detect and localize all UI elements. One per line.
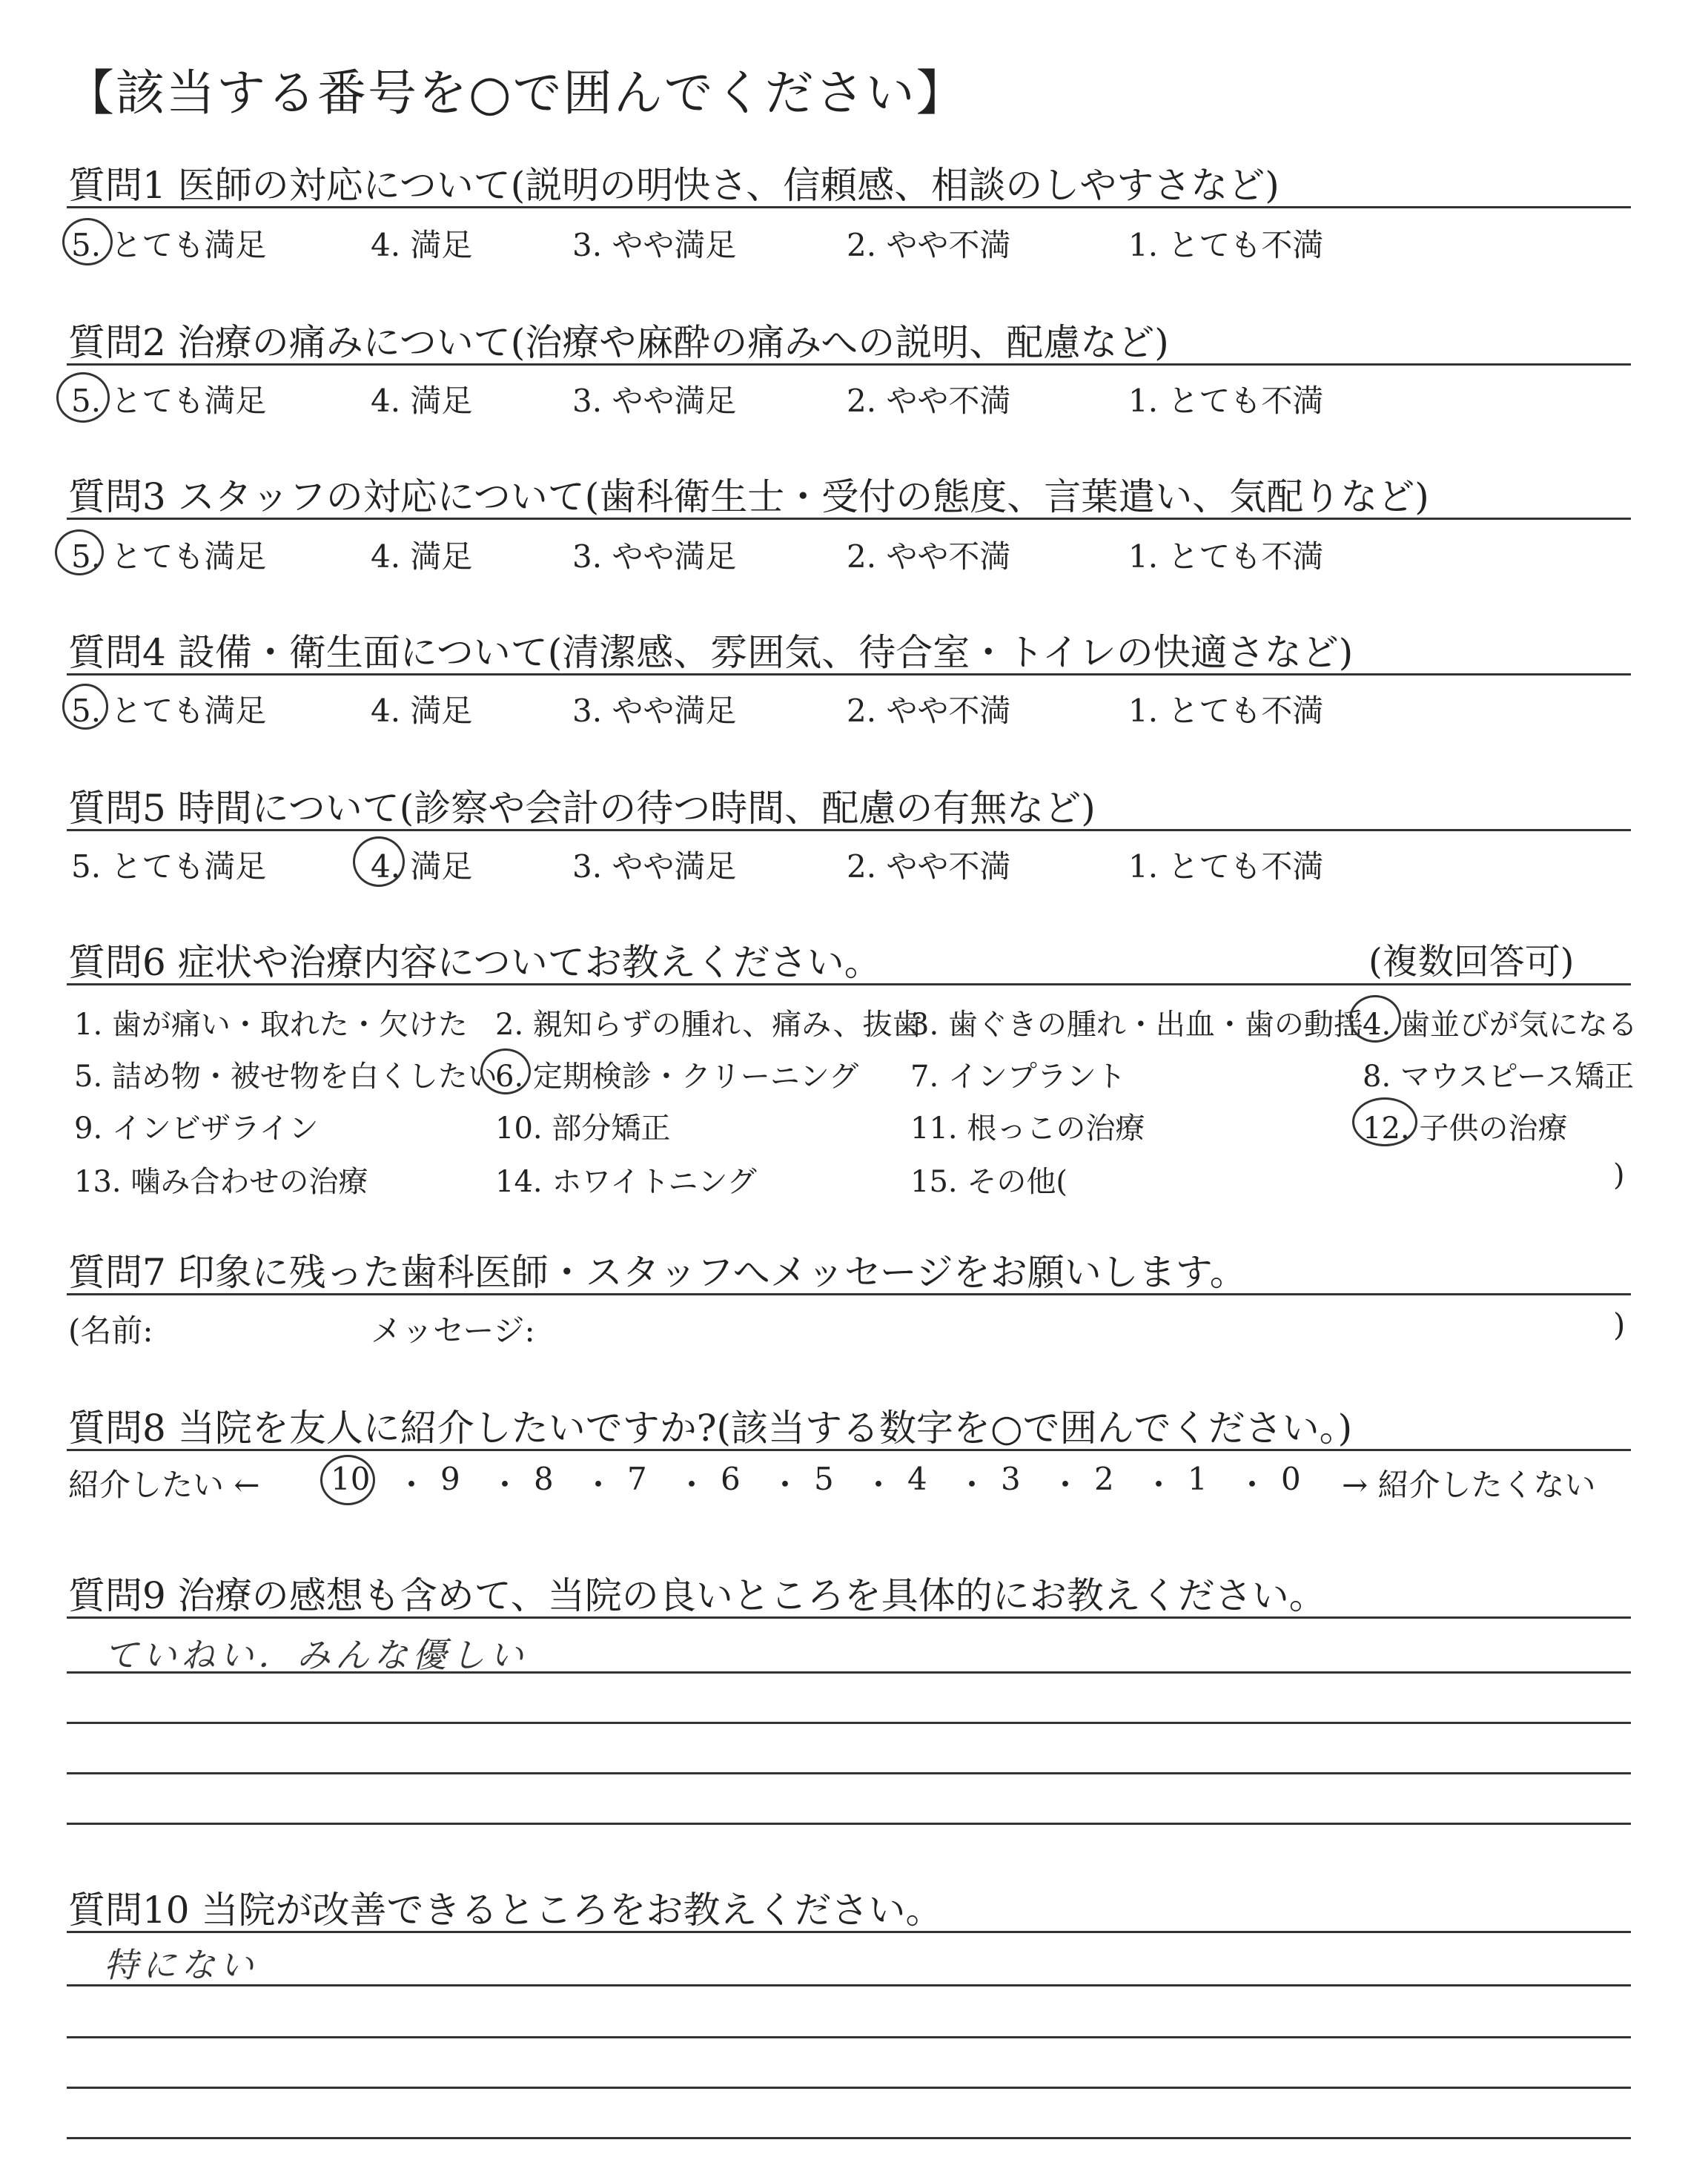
q8-dot: ・ <box>1143 1467 1175 1503</box>
q5-option-5[interactable]: 5. とても満足 <box>71 848 267 885</box>
q1-option-3[interactable]: 3. やや満足 <box>572 227 737 263</box>
question-5-rule <box>67 829 1631 831</box>
question-4-rule <box>67 673 1631 676</box>
q6-item-14[interactable]: 14. ホワイトニング <box>495 1165 757 1199</box>
question-2-rule <box>67 363 1631 366</box>
q8-right-label: → 紹介したくない <box>1342 1467 1596 1503</box>
q2-option-2[interactable]: 2. やや不満 <box>847 383 1011 419</box>
q3-option-4[interactable]: 4. 満足 <box>371 538 473 575</box>
q6-selection-circle-4 <box>1349 995 1401 1043</box>
q8-dot: ・ <box>396 1467 428 1503</box>
q8-selection-circle <box>320 1455 375 1505</box>
q8-scale-6[interactable]: 6 <box>721 1461 741 1497</box>
q5-option-1[interactable]: 1. とても不満 <box>1128 848 1324 885</box>
q7-name-label: (名前: <box>68 1312 153 1349</box>
question-7-rule <box>67 1293 1631 1295</box>
q4-option-5[interactable]: 5. とても満足 <box>71 693 267 729</box>
q4-selection-circle <box>62 684 108 730</box>
page-header: 【該当する番号を○で囲んでください】 <box>65 65 967 122</box>
q6-item-2[interactable]: 2. 親知らずの腫れ、痛み、抜歯 <box>495 1008 922 1042</box>
q10-line-2 <box>67 1984 1631 1986</box>
q1-option-1[interactable]: 1. とても不満 <box>1128 227 1324 263</box>
q8-scale-7[interactable]: 7 <box>627 1461 647 1497</box>
q8-scale-5[interactable]: 5 <box>814 1461 834 1497</box>
q9-line-4 <box>67 1772 1631 1774</box>
q8-dot: ・ <box>583 1467 615 1503</box>
q6-item-8[interactable]: 8. マウスピース矯正 <box>1363 1060 1635 1094</box>
q8-left-label: 紹介したい ← <box>68 1467 260 1503</box>
question-5-title: 質問5 時間について(診察や会計の待つ時間、配慮の有無など) <box>68 787 1096 830</box>
q1-option-4[interactable]: 4. 満足 <box>371 227 473 263</box>
q2-option-3[interactable]: 3. やや満足 <box>572 383 737 419</box>
q10-line-5 <box>67 2137 1631 2139</box>
q6-item-13[interactable]: 13. 噛み合わせの治療 <box>74 1165 368 1199</box>
q8-dot: ・ <box>1237 1467 1268 1503</box>
q5-selection-circle <box>353 836 405 887</box>
q5-option-2[interactable]: 2. やや不満 <box>847 848 1011 885</box>
q6-item-11[interactable]: 11. 根っこの治療 <box>910 1112 1145 1146</box>
q9-line-5 <box>67 1823 1631 1825</box>
q6-item-4[interactable]: 4. 歯並びが気になる <box>1363 1008 1638 1042</box>
q4-option-2[interactable]: 2. やや不満 <box>847 693 1011 729</box>
q8-scale-1[interactable]: 1 <box>1188 1461 1208 1497</box>
question-6-note: (複数回答可) <box>1368 941 1575 982</box>
q10-line-4 <box>67 2087 1631 2089</box>
q6-item-1[interactable]: 1. 歯が痛い・取れた・欠けた <box>74 1008 468 1042</box>
q6-item-12[interactable]: 12. 子供の治療 <box>1363 1112 1568 1146</box>
question-3-title: 質問3 スタッフの対応について(歯科衛生士・受付の態度、言葉遣い、気配りなど) <box>68 475 1429 518</box>
question-6-rule <box>67 983 1631 985</box>
question-8-title: 質問8 当院を友人に紹介したいですか?(該当する数字を○で囲んでください。) <box>68 1407 1353 1450</box>
q3-option-5[interactable]: 5. とても満足 <box>71 538 267 575</box>
q4-option-3[interactable]: 3. やや満足 <box>572 693 737 729</box>
q10-line-1 <box>67 1931 1631 1933</box>
q7-message-label: メッセージ: <box>371 1312 535 1349</box>
q3-selection-circle <box>55 529 104 575</box>
question-1-title: 質問1 医師の対応について(説明の明快さ、信頼感、相談のしやすさなど) <box>68 164 1280 207</box>
q1-selection-circle <box>62 218 113 265</box>
question-10-title: 質問10 当院が改善できるところをお教えください。 <box>68 1889 943 1932</box>
q8-dot: ・ <box>956 1467 988 1503</box>
q3-option-2[interactable]: 2. やや不満 <box>847 538 1011 575</box>
question-7-title: 質問7 印象に残った歯科医師・スタッフへメッセージをお願いします。 <box>68 1251 1247 1294</box>
q6-selection-circle-6 <box>480 1048 531 1094</box>
q6-item-15-close: ) <box>1613 1158 1625 1192</box>
question-9-title: 質問9 治療の感想も含めて、当院の良いところを具体的にお教えください。 <box>68 1574 1326 1617</box>
q8-dot: ・ <box>1050 1467 1082 1503</box>
q6-item-9[interactable]: 9. インビザライン <box>74 1112 319 1146</box>
q4-option-4[interactable]: 4. 満足 <box>371 693 473 729</box>
q8-scale-3[interactable]: 3 <box>1001 1461 1021 1497</box>
q1-option-5[interactable]: 5. とても満足 <box>71 227 267 263</box>
question-6-title: 質問6 症状や治療内容についてお教えください。 <box>68 941 881 984</box>
q2-option-5[interactable]: 5. とても満足 <box>71 383 267 419</box>
q8-scale-10[interactable]: 10 <box>331 1461 371 1497</box>
q9-line-2 <box>67 1671 1631 1674</box>
q8-dot: ・ <box>863 1467 895 1503</box>
q2-selection-circle <box>56 372 110 423</box>
q6-item-3[interactable]: 3. 歯ぐきの腫れ・出血・歯の動揺 <box>910 1008 1363 1042</box>
q5-option-3[interactable]: 3. やや満足 <box>572 848 737 885</box>
q6-item-7[interactable]: 7. インプラント <box>910 1060 1126 1094</box>
q4-option-1[interactable]: 1. とても不満 <box>1128 693 1324 729</box>
q8-dot: ・ <box>769 1467 801 1503</box>
q6-item-6[interactable]: 6. 定期検診・クリーニング <box>495 1060 859 1094</box>
q9-line-1 <box>67 1616 1631 1619</box>
q2-option-4[interactable]: 4. 満足 <box>371 383 473 419</box>
q8-scale-2[interactable]: 2 <box>1094 1461 1114 1497</box>
q9-line-3 <box>67 1722 1631 1724</box>
q6-item-15[interactable]: 15. その他( <box>910 1165 1068 1199</box>
q8-dot: ・ <box>676 1467 708 1503</box>
question-2-title: 質問2 治療の痛みについて(治療や麻酔の痛みへの説明、配慮など) <box>68 321 1169 364</box>
q3-option-1[interactable]: 1. とても不満 <box>1128 538 1324 575</box>
question-3-rule <box>67 518 1631 520</box>
q8-scale-4[interactable]: 4 <box>907 1461 927 1497</box>
q6-item-5[interactable]: 5. 詰め物・被せ物を白くしたい <box>74 1060 497 1094</box>
q8-dot: ・ <box>489 1467 521 1503</box>
q1-option-2[interactable]: 2. やや不満 <box>847 227 1011 263</box>
q8-scale-9[interactable]: 9 <box>440 1461 460 1497</box>
q10-handwritten-answer: 特にない <box>104 1945 258 1985</box>
q6-item-10[interactable]: 10. 部分矯正 <box>495 1112 671 1146</box>
question-1-rule <box>67 206 1631 208</box>
q8-scale-0[interactable]: 0 <box>1281 1461 1301 1497</box>
q6-selection-circle-12 <box>1352 1097 1417 1146</box>
question-8-rule <box>67 1449 1631 1451</box>
q9-handwritten-answer: ていねい．みんな優しい <box>104 1635 528 1675</box>
q3-option-3[interactable]: 3. やや満足 <box>572 538 737 575</box>
q5-option-4[interactable]: 4. 満足 <box>371 848 473 885</box>
q10-line-3 <box>67 2036 1631 2038</box>
q8-scale-8[interactable]: 8 <box>534 1461 554 1497</box>
question-4-title: 質問4 設備・衛生面について(清潔感、雰囲気、待合室・トイレの快適さなど) <box>68 631 1354 674</box>
q7-close-paren: ) <box>1613 1307 1626 1343</box>
q2-option-1[interactable]: 1. とても不満 <box>1128 383 1324 419</box>
